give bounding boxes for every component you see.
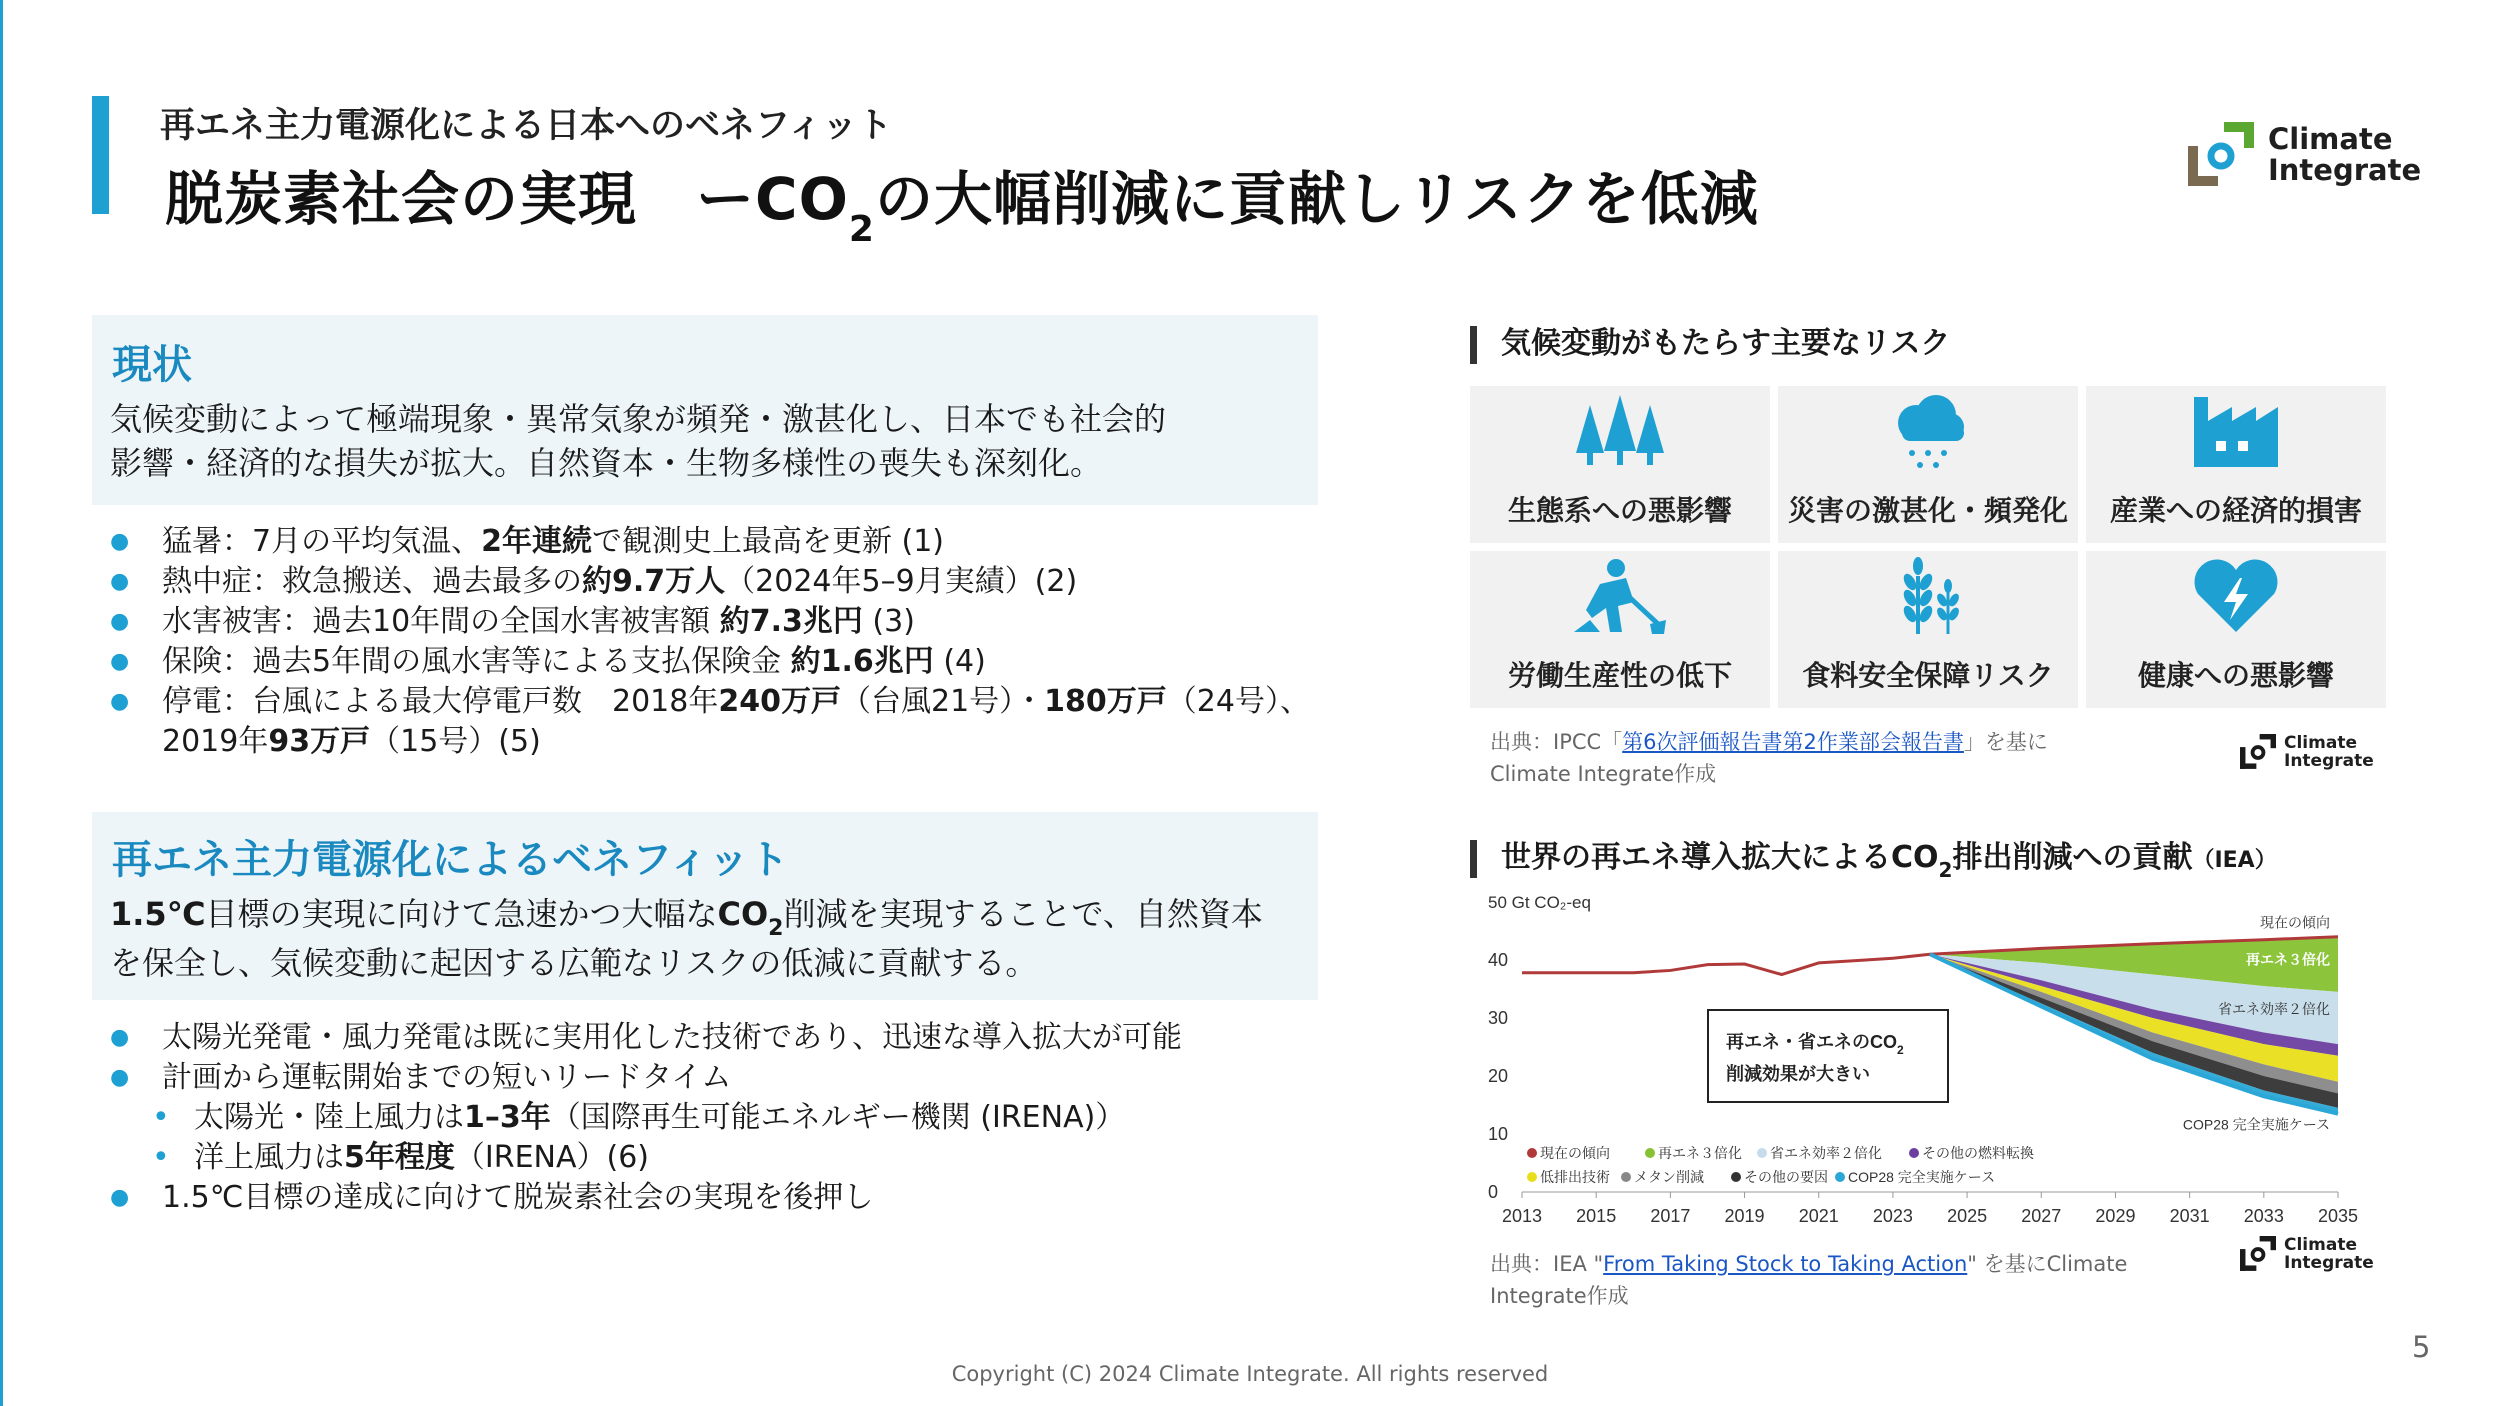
y-tick-label: 40: [1488, 950, 1509, 970]
legend-swatch: [1835, 1172, 1845, 1182]
risk-label: 産業への経済的損害: [2109, 494, 2362, 527]
emissions-chart-svg: [1470, 882, 2378, 1237]
legend-label: 現在の傾向: [1540, 1145, 1610, 1161]
list-item: ● 保険：過去5年間の風水害等による支払保険金 約1.6兆円 (4): [92, 642, 1310, 682]
rain-cloud-icon: [1878, 391, 1978, 471]
x-tick-label: 2023: [1872, 1206, 1913, 1226]
iea-report-link[interactable]: From Taking Stock to Taking Action: [1603, 1252, 1968, 1276]
legend-swatch: [1731, 1172, 1741, 1182]
x-tick-label: 2025: [1947, 1206, 1988, 1226]
risk-tile-food: [1778, 551, 2078, 708]
logo-mark-icon: [2240, 1236, 2276, 1272]
list-item: ● 熱中症：救急搬送、過去最多の約9.7万人（2024年5–9月実績）(2): [92, 562, 1310, 602]
x-tick-label: 2019: [1724, 1206, 1765, 1226]
benefit-heading: 再エネ主力電源化によるベネフィット: [112, 837, 789, 883]
status-body: 気候変動によって極端現象・異常気象が頻発・激甚化し、日本でも社会的 影響・経済的な損失が拡大。自然資本・生物多様性の喪失も深刻化。: [110, 400, 1167, 482]
annotation-renew: 再エネ３倍化: [2246, 951, 2330, 968]
y-tick-label: 10: [1488, 1124, 1509, 1144]
risk-tile-disaster: [1778, 386, 2078, 543]
wheat-icon: [1878, 556, 1978, 636]
trees-icon: [1570, 391, 1670, 471]
factory-icon: [2186, 391, 2286, 471]
logo-mark-icon: [2240, 734, 2276, 770]
legend-swatch: [1757, 1148, 1767, 1158]
x-tick-label: 2027: [2021, 1206, 2062, 1226]
logo-mark-icon: [2188, 122, 2254, 188]
list-item: ● 水害被害：過去10年間の全国水害被害額 約7.3兆円 (3): [92, 602, 1310, 642]
risk-label: 健康への悪影響: [2137, 659, 2334, 692]
risk-label: 災害の激甚化・頻発化: [1787, 494, 2068, 527]
risk-tile-labor: [1470, 551, 1770, 708]
x-tick-label: 2031: [2169, 1206, 2210, 1226]
benefit-body: 1.5℃目標の実現に向けて急速かつ大幅な$CO_2$削減を実現することで、自然資本 を保全し、気候変動に起因する広範なリスクの低減に貢献する。: [110, 895, 1263, 982]
risk-grid: [1470, 386, 2378, 708]
status-box: [92, 315, 1318, 505]
page-number: 5: [2412, 1330, 2431, 1364]
list-item: ● 1.5℃目標の達成に向けて脱炭素社会の実現を後押し: [92, 1178, 1182, 1218]
y-tick-label: 30: [1488, 1008, 1509, 1028]
annotation-current: 現在の傾向: [2260, 914, 2330, 931]
historical-line: [1522, 954, 1930, 974]
list-item: ● 太陽光発電・風力発電は既に実用化した技術であり、迅速な導入拡大が可能: [92, 1018, 1182, 1058]
left-edge-line: [0, 0, 3, 1406]
title-accent-bar: [92, 96, 109, 214]
status-bullet-list: [92, 522, 1310, 762]
risks-source: 出典：IPCC「第6次評価報告書第2作業部会報告書」を基に Climate Integrate作成: [1490, 730, 2048, 786]
x-tick-label: 2029: [2095, 1206, 2136, 1226]
climate-integrate-logo-small: Climate Integrate: [2240, 734, 2374, 770]
benefit-box: [92, 812, 1318, 1000]
climate-integrate-logo-small: Climate Integrate: [2240, 1236, 2374, 1272]
emissions-chart: [1470, 882, 2378, 1237]
list-item: ● 猛暑：7月の平均気温、2年連続で観測史上最高を更新 (1): [92, 522, 1310, 562]
list-item-continuation: 2019年93万戸（15号）(5): [162, 724, 541, 759]
risk-label: 労働生産性の低下: [1507, 659, 1732, 692]
risk-tile-health: [2086, 551, 2386, 708]
x-tick-label: 2021: [1798, 1206, 1839, 1226]
list-item: ● 停電：台風による最大停電戸数 2018年240万戸（台風21号）・180万戸（24号）、: [92, 682, 1310, 722]
risk-tile-ecosystem: [1470, 386, 1770, 543]
risks-title: 気候変動がもたらす主要なリスク: [1470, 318, 1950, 364]
status-heading: 現状: [112, 342, 192, 388]
y-tick-label: 20: [1488, 1066, 1509, 1086]
x-tick-label: 2013: [1501, 1206, 1543, 1226]
legend-label: 再エネ３倍化: [1658, 1145, 1742, 1161]
risk-label: 生態系への悪影響: [1507, 494, 1732, 527]
heart-bolt-icon: [2186, 556, 2286, 636]
annotation-cop28: COP28 完全実施ケース: [2182, 1116, 2330, 1133]
copyright-footer: Copyright (C) 2024 Climate Integrate. All rights reserved: [951, 1362, 1549, 1386]
ipcc-report-link[interactable]: 第6次評価報告書第2作業部会報告書: [1622, 730, 1964, 754]
legend-label: 省エネ効率２倍化: [1770, 1145, 1882, 1161]
x-tick-label: 2035: [2317, 1206, 2359, 1226]
legend-label: メタン削減: [1634, 1169, 1704, 1185]
legend-swatch: [1909, 1148, 1919, 1158]
callout-box: [1708, 1010, 1948, 1102]
sub-list-item: • 太陽光・陸上風力は1–3年（国際再生可能エネルギー機関 (IRENA)）: [92, 1098, 1182, 1138]
annotation-efficiency: 省エネ効率２倍化: [2218, 1000, 2330, 1017]
legend-swatch: [1645, 1148, 1655, 1158]
risk-tile-industry: [2086, 386, 2386, 543]
slide-title: 脱炭素社会の実現 ー$CO_2$の大幅削減に貢献しリスクを低減: [165, 165, 1759, 250]
legend-label: 低排出技術: [1540, 1169, 1610, 1185]
benefit-bullet-list: [92, 1018, 1182, 1218]
x-tick-label: 2015: [1576, 1206, 1617, 1226]
legend-swatch: [1621, 1172, 1631, 1182]
slide-subtitle: 再エネ主力電源化による日本へのベネフィット: [160, 106, 893, 146]
climate-integrate-logo: Climate Integrate: [2188, 122, 2421, 188]
legend-swatch: [1527, 1148, 1537, 1158]
legend-swatch: [1527, 1172, 1537, 1182]
legend-label: その他の燃料転換: [1922, 1145, 2034, 1161]
callout-line-1: 再エネ・省エネの$CO_2$: [1726, 1032, 1904, 1057]
sub-list-item: • 洋上風力は5年程度（IRENA）(6): [92, 1138, 1182, 1178]
emissions-title: 世界の再エネ導入拡大による$CO_2$排出削減への貢献（IEA）: [1470, 832, 2277, 878]
x-tick-label: 2033: [2243, 1206, 2284, 1226]
legend-label: その他の要因: [1744, 1169, 1828, 1185]
worker-shovel-icon: [1570, 556, 1670, 636]
list-item: ● 計画から運転開始までの短いリードタイム: [92, 1058, 1182, 1098]
x-tick-label: 2017: [1650, 1206, 1691, 1226]
emissions-source: 出典：IEA "From Taking Stock to Taking Action" を基にClimate Integrate作成: [1490, 1252, 2128, 1308]
risk-label: 食料安全保障リスク: [1802, 659, 2054, 692]
legend-label: COP28 完全実施ケース: [1848, 1169, 1996, 1185]
callout-line-2: 削減効果が大きい: [1726, 1064, 1870, 1084]
y-tick-label: 0: [1488, 1182, 1499, 1202]
y-axis-label: 50 Gt CO₂-eq: [1488, 893, 1591, 912]
